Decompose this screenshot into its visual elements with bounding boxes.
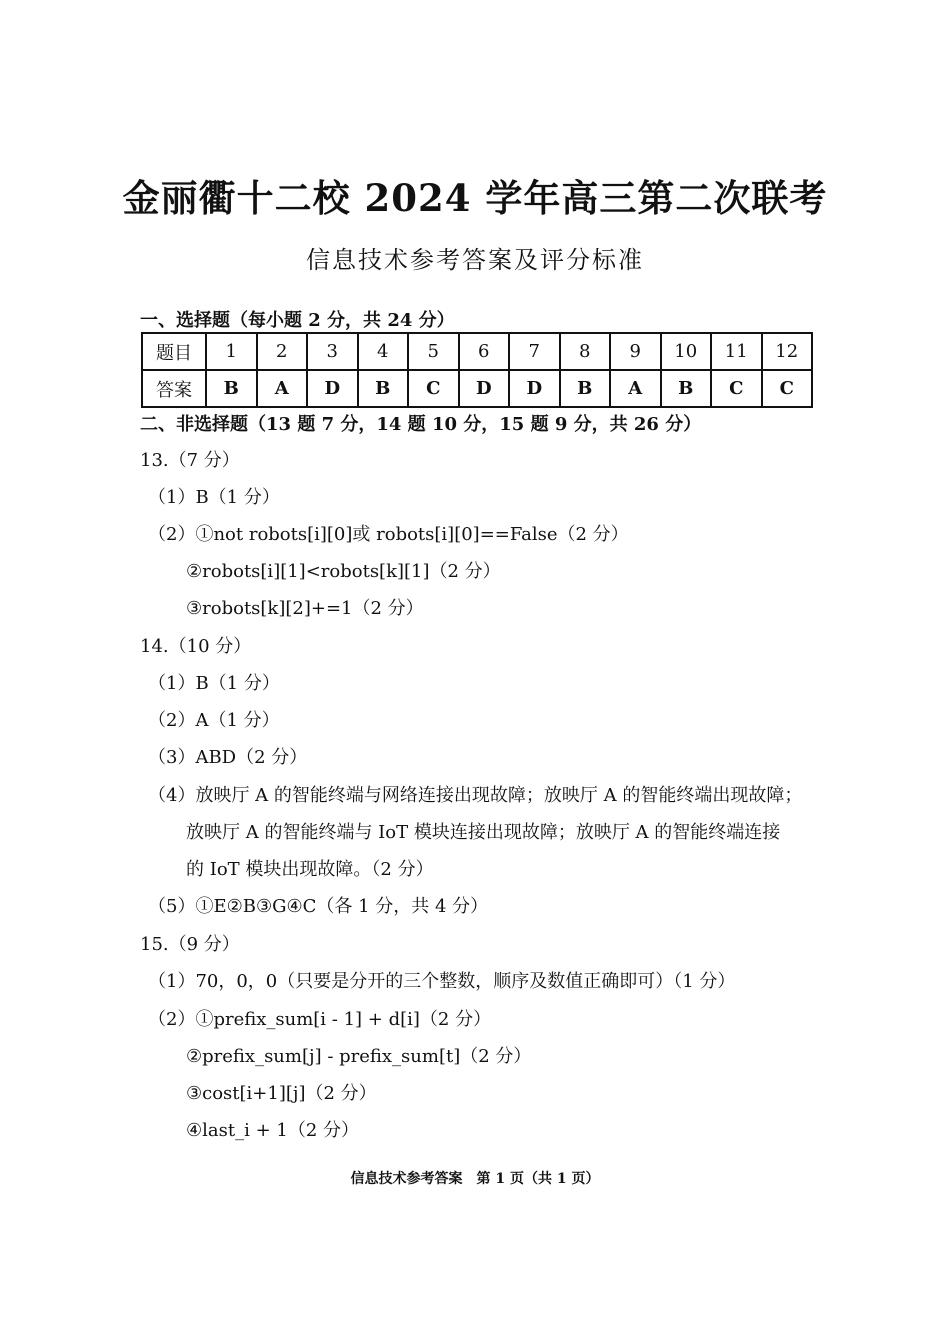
q14-part5: （5）①E②B③G④C（各 1 分，共 4 分）	[148, 896, 489, 917]
section1-heading: 一、选择题（每小题 2 分，共 24 分）	[140, 310, 455, 331]
answer-cell: D	[459, 370, 510, 407]
answer-table	[141, 332, 813, 408]
question-number: 3	[307, 333, 358, 370]
q14-title: 14.（10 分）	[140, 636, 252, 657]
question-number: 4	[358, 333, 409, 370]
answer-cell: C	[762, 370, 813, 407]
answer-cell: C	[408, 370, 459, 407]
answer-cell: D	[509, 370, 560, 407]
row-header-answer: 答案	[142, 370, 206, 407]
q13-part2-b: ②robots[i][1]<robots[k][1]（2 分）	[186, 561, 501, 582]
q13-title: 13.（7 分）	[140, 450, 240, 471]
question-number: 10	[661, 333, 712, 370]
question-number: 6	[459, 333, 510, 370]
q15-part2-a: （2）①prefix_sum[i - 1] + d[i]（2 分）	[148, 1009, 492, 1030]
q13-part2-a: （2）①not robots[i][0]或 robots[i][0]==False（2 分）	[148, 524, 629, 545]
section2-heading: 二、非选择题（13 题 7 分，14 题 10 分，15 题 9 分，共 26 分）	[140, 414, 702, 435]
q14-part4-a: （4）放映厅 A 的智能终端与网络连接出现故障；放映厅 A 的智能终端出现故障；	[148, 785, 803, 806]
q14-part4-b: 放映厅 A 的智能终端与 IoT 模块连接出现故障；放映厅 A 的智能终端连接	[186, 822, 781, 843]
answer-cell: C	[711, 370, 762, 407]
q13-part1: （1）B（1 分）	[148, 487, 280, 508]
question-number: 2	[257, 333, 308, 370]
question-number: 11	[711, 333, 762, 370]
q14-part2: （2）A（1 分）	[148, 710, 280, 731]
question-number: 7	[509, 333, 560, 370]
page-footer: 信息技术参考答案 第 1 页（共 1 页）	[350, 1171, 600, 1187]
answer-cell: B	[560, 370, 611, 407]
q15-title: 15.（9 分）	[140, 934, 240, 955]
q15-part2-d: ④last_i + 1（2 分）	[186, 1120, 360, 1141]
page-subtitle: 信息技术参考答案及评分标准	[306, 246, 644, 274]
q14-part4-c: 的 IoT 模块出现故障。（2 分）	[186, 859, 434, 880]
q14-part1: （1）B（1 分）	[148, 673, 280, 694]
q15-part2-c: ③cost[i+1][j]（2 分）	[186, 1083, 377, 1104]
answer-cell: B	[206, 370, 257, 407]
question-row	[142, 333, 812, 370]
q13-part2-c: ③robots[k][2]+=1（2 分）	[186, 598, 424, 619]
question-number: 1	[206, 333, 257, 370]
page-title: 金丽衢十二校 2024 学年高三第二次联考	[122, 176, 828, 220]
answer-cell: A	[257, 370, 308, 407]
q15-part1: （1）70，0，0（只要是分开的三个整数，顺序及数值正确即可）（1 分）	[148, 971, 736, 992]
q15-part2-b: ②prefix_sum[j] - prefix_sum[t]（2 分）	[186, 1046, 532, 1067]
row-header-question: 题目	[142, 333, 206, 370]
question-number: 12	[762, 333, 813, 370]
question-number: 5	[408, 333, 459, 370]
answer-row	[142, 370, 812, 407]
answer-cell: B	[661, 370, 712, 407]
answer-cell: D	[307, 370, 358, 407]
question-number: 8	[560, 333, 611, 370]
question-number: 9	[610, 333, 661, 370]
answer-cell: A	[610, 370, 661, 407]
answer-cell: B	[358, 370, 409, 407]
q14-part3: （3）ABD（2 分）	[148, 747, 308, 768]
